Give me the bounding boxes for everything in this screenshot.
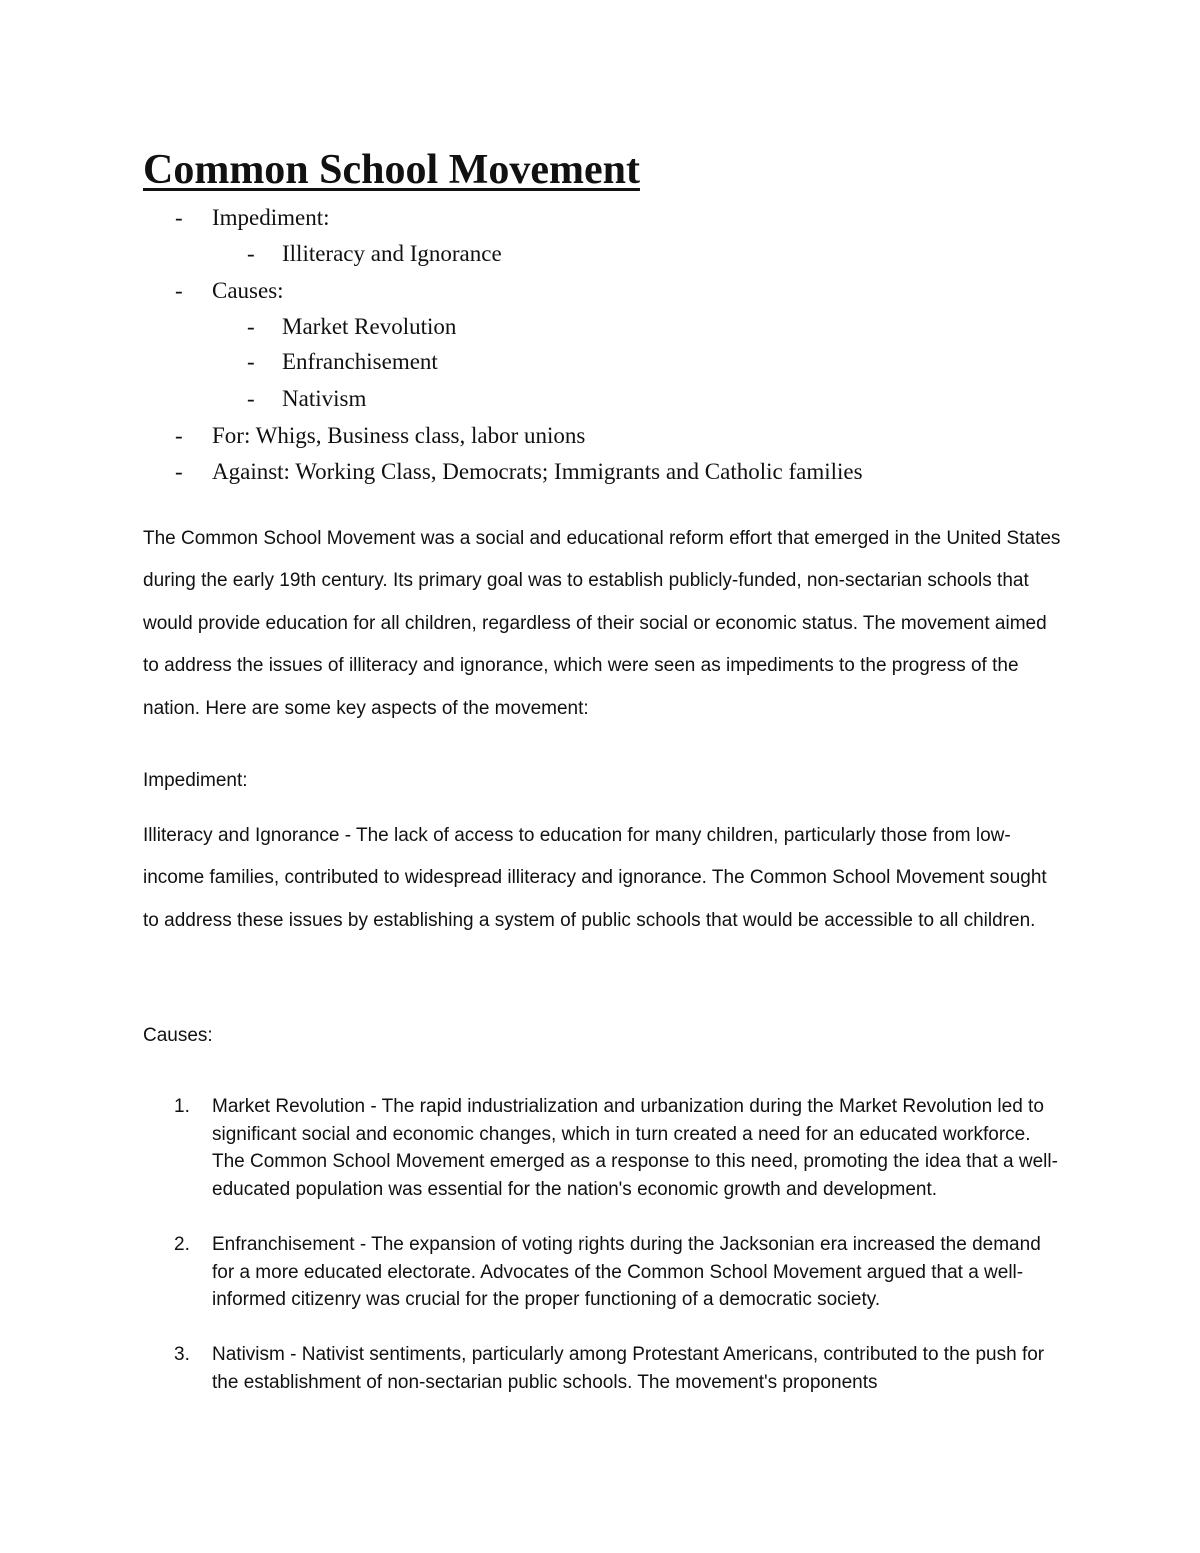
- outline-subitem-text: Market Revolution: [282, 314, 457, 339]
- outline-item-text: For: Whigs, Business class, labor unions: [212, 423, 586, 448]
- outline-item-text: Impediment:: [212, 205, 330, 230]
- page-title: Common School Movement: [143, 147, 640, 193]
- outline-dash: -: [247, 386, 255, 411]
- outline-dash: -: [175, 423, 183, 448]
- intro-paragraph: The Common School Movement was a social and educational reform effort that emerged in the United States during the early 19th century. Its primary goal was to establish publicly-funded, non-sectarian schools that would provide education for all children, regardless of their social or economic status. The movement aimed to address the issues of illiteracy and ignorance, which were seen as impediments to the progress of the nation. Here are some key aspects of the movement:: [143, 528, 1061, 719]
- outline-item-text: Causes:: [212, 278, 284, 303]
- causes-heading: Causes:: [143, 1025, 213, 1046]
- list-item-text: Enfranchisement - The expansion of voting rights during the Jacksonian era increased the demand for a more educated electorate. Advocates of the Common School Movement argued that a well-informed citizenry was crucial for the proper functioning of a democratic society.: [212, 1234, 1041, 1311]
- outline-dash: -: [175, 205, 183, 230]
- list-number: 3.: [174, 1344, 190, 1365]
- list-number: 1.: [174, 1096, 190, 1117]
- impediment-heading: Impediment:: [143, 770, 248, 791]
- outline-subitem-text: Illiteracy and Ignorance: [282, 241, 502, 266]
- list-item-text: Nativism - Nativist sentiments, particularly among Protestant Americans, contributed to the push for the establishment of non-sectarian public schools. The movement's proponents: [212, 1344, 1045, 1393]
- list-item-text: Market Revolution - The rapid industrialization and urbanization during the Market Revolution led to significant social and economic changes, which in turn created a need for an educated workforce. The Common School Movement emerged as a response to this need, promoting the idea that a well-educated population was essential for the nation's economic growth and development.: [212, 1096, 1058, 1200]
- impediment-paragraph: Illiteracy and Ignorance - The lack of access to education for many children, particularly those from low-income families, contributed to widespread illiteracy and ignorance. The Common School Movement sought to address these issues by establishing a system of public schools that would be accessible to all children.: [143, 825, 1047, 931]
- outline-item-text: Against: Working Class, Democrats; Immigrants and Catholic families: [212, 459, 863, 484]
- outline-dash: -: [175, 278, 183, 303]
- outline-subitem-text: Enfranchisement: [282, 349, 438, 374]
- outline-subitem-text: Nativism: [282, 386, 367, 411]
- outline-dash: -: [247, 349, 255, 374]
- list-number: 2.: [174, 1234, 190, 1255]
- outline-dash: -: [247, 241, 255, 266]
- outline-dash: -: [175, 459, 183, 484]
- outline-dash: -: [247, 314, 255, 339]
